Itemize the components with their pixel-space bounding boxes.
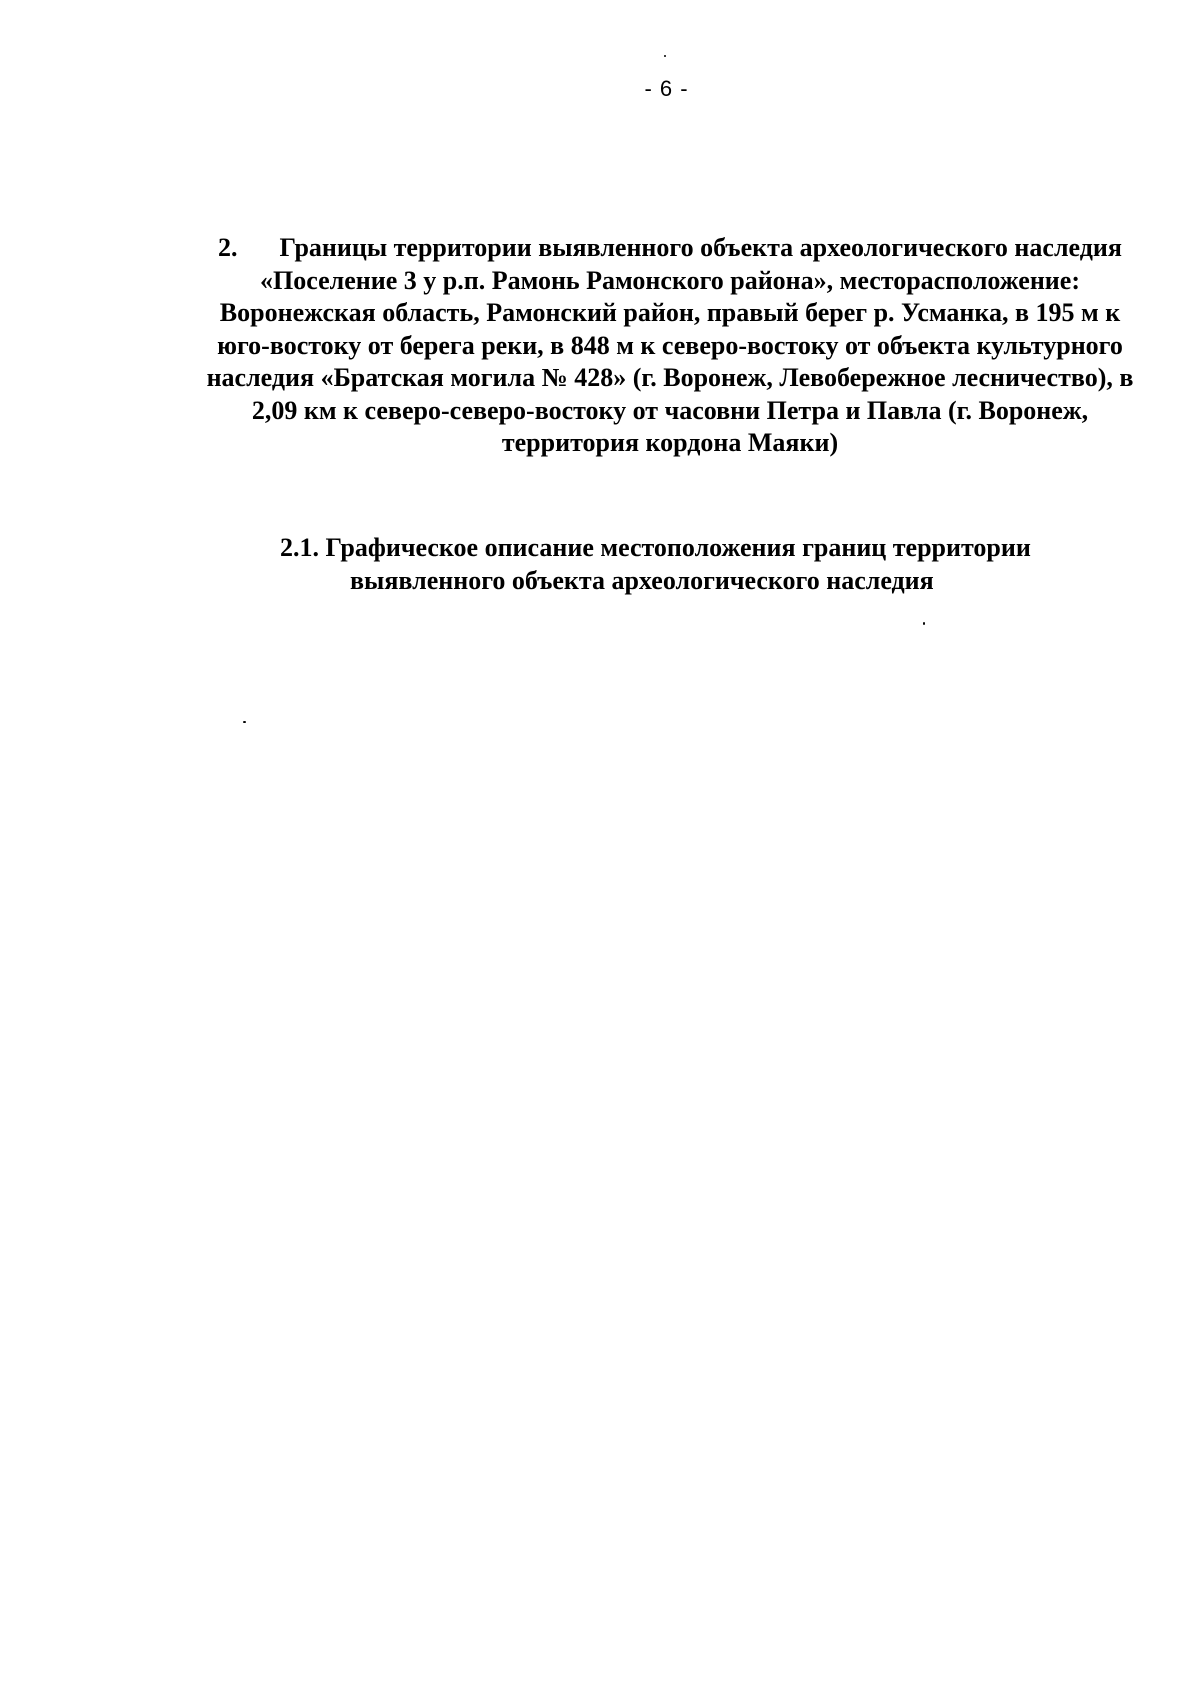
section-heading-text: Границы территории выявленного объекта археологического наследия «Поселение 3 у р.п. Рамонь Рамонского района», месторасположение: Воронежская область, Рамонский район, правый берег р. Усманка, в 195 м к юго-востоку от берега реки, в 848 м к северо-востоку от объекта культурного наследия «Братская могила № 428» (г. Воронеж, Левобережное лесничество), в 2,09 км к северо-северо-востоку от часовни Петра и Павла (г. Воронеж, территория кордона Маяки) — [206, 233, 1134, 457]
scan-speck — [243, 721, 246, 723]
subsection-heading — [280, 532, 1120, 597]
section-number: 2. — [218, 233, 238, 262]
scan-speck — [923, 622, 925, 625]
page-number: - 6 - — [644, 76, 689, 101]
subsection-heading-line-1: 2.1. Графическое описание местоположения границ территории — [280, 533, 1031, 562]
scan-speck — [664, 55, 666, 57]
subsection-heading-line-2: выявленного объекта археологического наследия — [350, 565, 934, 595]
section-heading — [200, 232, 1140, 460]
